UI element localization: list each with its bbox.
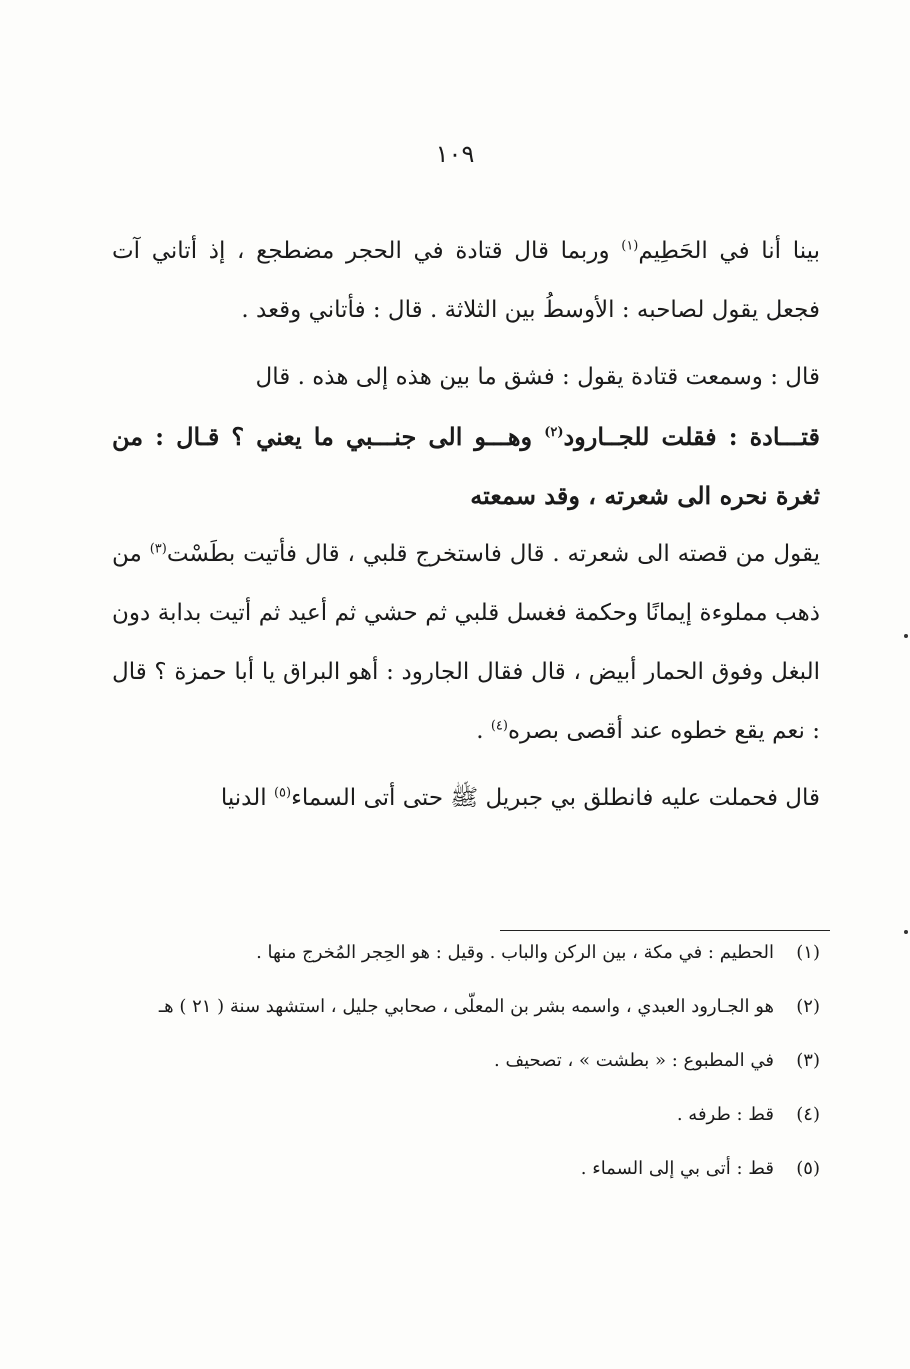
paragraph-2	[112, 348, 820, 407]
footnote-text: في المطبوع : « بطشت » ، تصحيف .	[494, 1050, 774, 1071]
page-number: ١٠٩	[435, 140, 475, 168]
paragraph-text: قال : وسمعت قتادة يقول : فشق ما بين هذه إلى هذه . قال	[255, 364, 820, 390]
paragraph-text: يقول من قصته الى شعرته . قال فاستخرج قلبي ، قال فأتيت بطَسْت	[166, 541, 821, 567]
paragraph-text: وربما قال قتادة في الحجر مضطجع ، إذ أتاني آت فجعل يقول لصاحبه : الأوسطُ بين الثلاثة . قال : فأتاني وقعد .	[112, 238, 820, 323]
paragraph-text: بينا أنا في الحَطِيم	[638, 238, 821, 264]
footnote-text: قط : طرفه .	[676, 1104, 774, 1125]
footnote-number: (٥)	[796, 1158, 820, 1179]
paragraph-1	[112, 222, 820, 340]
paragraph-text: .	[476, 718, 491, 744]
paragraph-3	[112, 407, 820, 525]
footnote-number: (٢)	[796, 996, 820, 1017]
footnote-1	[112, 936, 820, 970]
footnote-3	[112, 1044, 820, 1078]
footnote-ref-3: (٣)	[149, 541, 167, 557]
footnote-text: هو الجـارود العبدي ، واسمه بشر بن المعلّى ، صحابي جليل ، استشهد سنة ( ٢١ ) هـ	[158, 996, 774, 1017]
footnote-ref-2: (٢)	[544, 425, 564, 440]
footnote-ref-1: (١)	[621, 238, 639, 254]
footnotes	[112, 936, 820, 1186]
paragraph-text: وهـــو الى جنـــبي ما يعني ؟ قـال : من ثغرة نحره الى شعرته ، وقد سمعته	[112, 422, 820, 510]
footnote-ref-5: (٥)	[273, 785, 292, 801]
footnote-2	[112, 990, 820, 1024]
footnote-number: (٣)	[796, 1050, 820, 1071]
footnote-5	[112, 1152, 820, 1186]
paragraph-text: قتـــادة : فقلت للجــارود	[563, 422, 820, 451]
paragraph-5	[112, 769, 820, 828]
footnote-text: الحطيم : في مكة ، بين الركن والباب . وقيل : هو الحِجر المُخرج منها .	[256, 942, 774, 963]
paragraph-4	[112, 525, 820, 761]
scan-speck	[904, 930, 908, 934]
paragraph-text: قال فحملت عليه فانطلق بي جبريل ﷺ حتى أتى السماء	[291, 785, 820, 811]
footnote-number: (١)	[796, 942, 820, 963]
paragraph-text: من ذهب مملوءة إيمانًا وحكمة فغسل قلبي ثم حشي ثم أعيد ثم أتيت بدابة دون البغل وفوق الحمار أبيض ، قال فقال الجارود : أهو البراق يا أبا حمزة ؟ قال : نعم يقع خطوه عند أقصى بصره	[112, 541, 820, 744]
footnote-separator	[500, 930, 830, 931]
paragraph-text: الدنيا	[220, 785, 274, 811]
footnote-ref-4: (٤)	[490, 718, 508, 734]
main-text	[112, 222, 820, 828]
footnote-number: (٤)	[796, 1104, 820, 1125]
footnote-4	[112, 1098, 820, 1132]
scan-speck	[904, 634, 908, 638]
footnote-text: قط : أتى بي إلى السماء .	[580, 1158, 774, 1179]
